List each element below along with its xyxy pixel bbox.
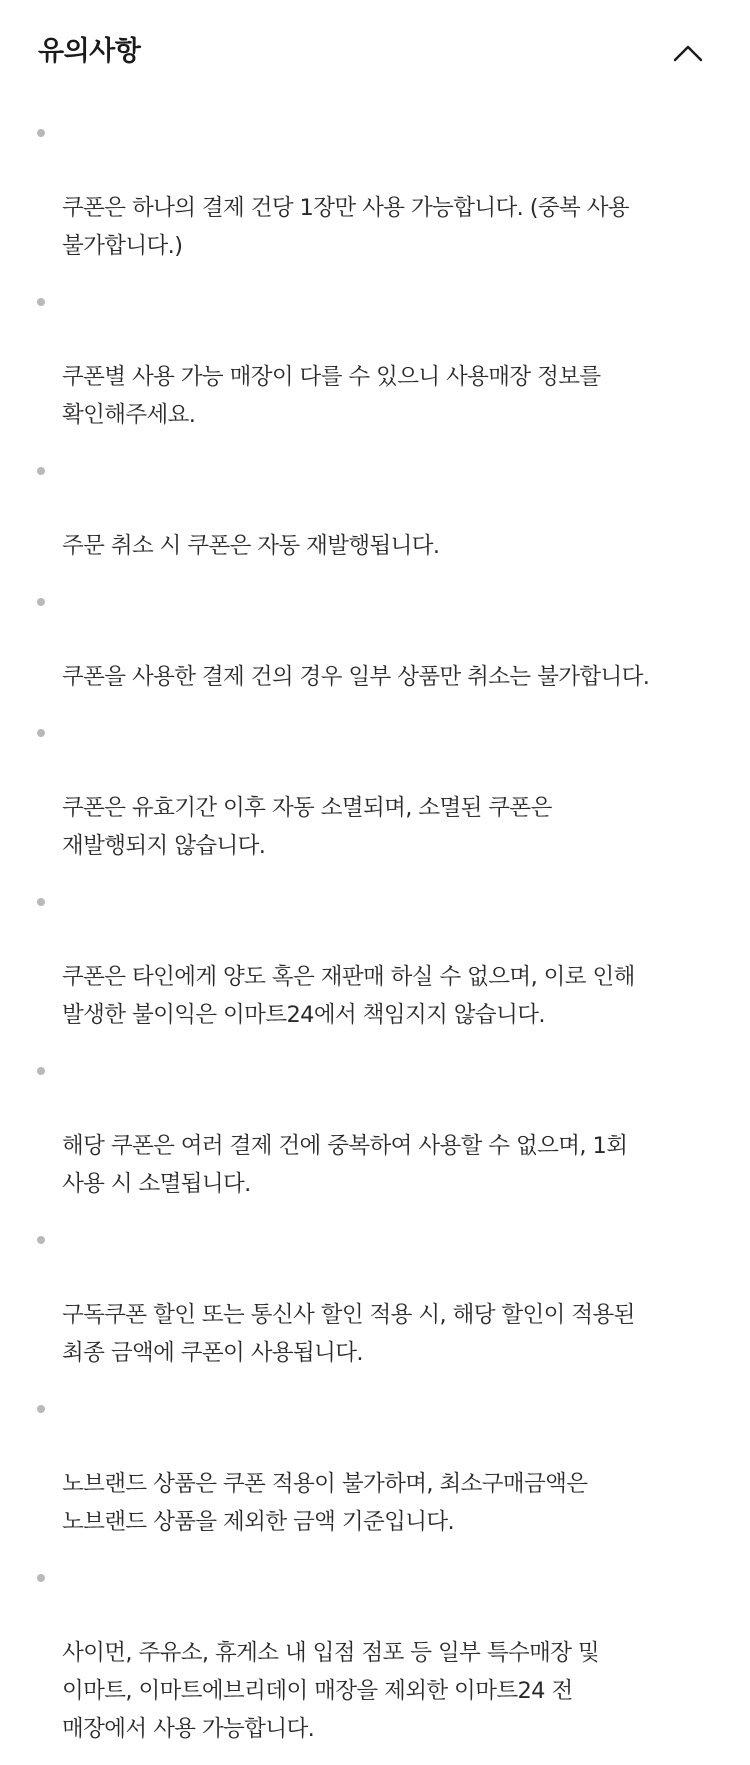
- bullet-dot: [37, 129, 45, 137]
- bullet-dot: [37, 1236, 45, 1244]
- chevron-up-icon[interactable]: [671, 38, 705, 68]
- notice-item-text: 주문 취소 시 쿠폰은 자동 재발행됩니다.: [62, 533, 440, 559]
- notice-item-text: 쿠폰별 사용 가능 매장이 다를 수 있으니 사용매장 정보를 확인해주세요.: [62, 364, 601, 428]
- notice-item: [0, 882, 750, 1034]
- bullet-dot: [37, 898, 45, 906]
- notice-item-text: 사이먼, 주유소, 휴게소 내 입점 점포 등 일부 특수매장 및 이마트, 이마트에브리데이 매장을 제외한 이마트24 전 매장에서 사용 가능합니다.: [62, 1640, 600, 1742]
- bullet-dot: [37, 598, 45, 606]
- bullet-dot: [37, 1574, 45, 1582]
- notice-item: [0, 582, 750, 696]
- notice-item: [0, 282, 750, 434]
- notice-title: 유의사항: [38, 36, 141, 67]
- notice-item-text: 노브랜드 상품은 쿠폰 적용이 불가하며, 최소구매금액은 노브랜드 상품을 제외한 금액 기준입니다.: [62, 1471, 588, 1535]
- bullet-dot: [37, 1405, 45, 1413]
- notice-item: [0, 1389, 750, 1541]
- notice-item: [0, 713, 750, 865]
- notice-item-text: 쿠폰은 하나의 결제 건당 1장만 사용 가능합니다. (중복 사용 불가합니다.): [62, 195, 629, 259]
- notice-item: [0, 451, 750, 565]
- notice-header-toggle[interactable]: [0, 0, 750, 104]
- bullet-dot: [37, 467, 45, 475]
- bullet-dot: [37, 1067, 45, 1075]
- notice-item-text: 쿠폰은 타인에게 양도 혹은 재판매 하실 수 없으며, 이로 인해 발생한 불이익은 이마트24에서 책임지지 않습니다.: [62, 964, 635, 1028]
- notice-item-text: 해당 쿠폰은 여러 결제 건에 중복하여 사용할 수 없으며, 1회 사용 시 소멸됩니다.: [62, 1133, 628, 1197]
- notice-item-text: 쿠폰을 사용한 결제 건의 경우 일부 상품만 취소는 불가합니다.: [62, 664, 650, 690]
- notice-item: [0, 1220, 750, 1372]
- bullet-dot: [37, 298, 45, 306]
- notice-item-text: 쿠폰은 유효기간 이후 자동 소멸되며, 소멸된 쿠폰은 재발행되지 않습니다.: [62, 795, 552, 859]
- bullet-dot: [37, 729, 45, 737]
- notice-item: [0, 113, 750, 265]
- notice-list: [0, 104, 750, 1765]
- notice-item-text: 구독쿠폰 할인 또는 통신사 할인 적용 시, 해당 할인이 적용된 최종 금액에 쿠폰이 사용됩니다.: [62, 1302, 635, 1366]
- notice-item: [0, 1558, 750, 1748]
- notice-item: [0, 1051, 750, 1203]
